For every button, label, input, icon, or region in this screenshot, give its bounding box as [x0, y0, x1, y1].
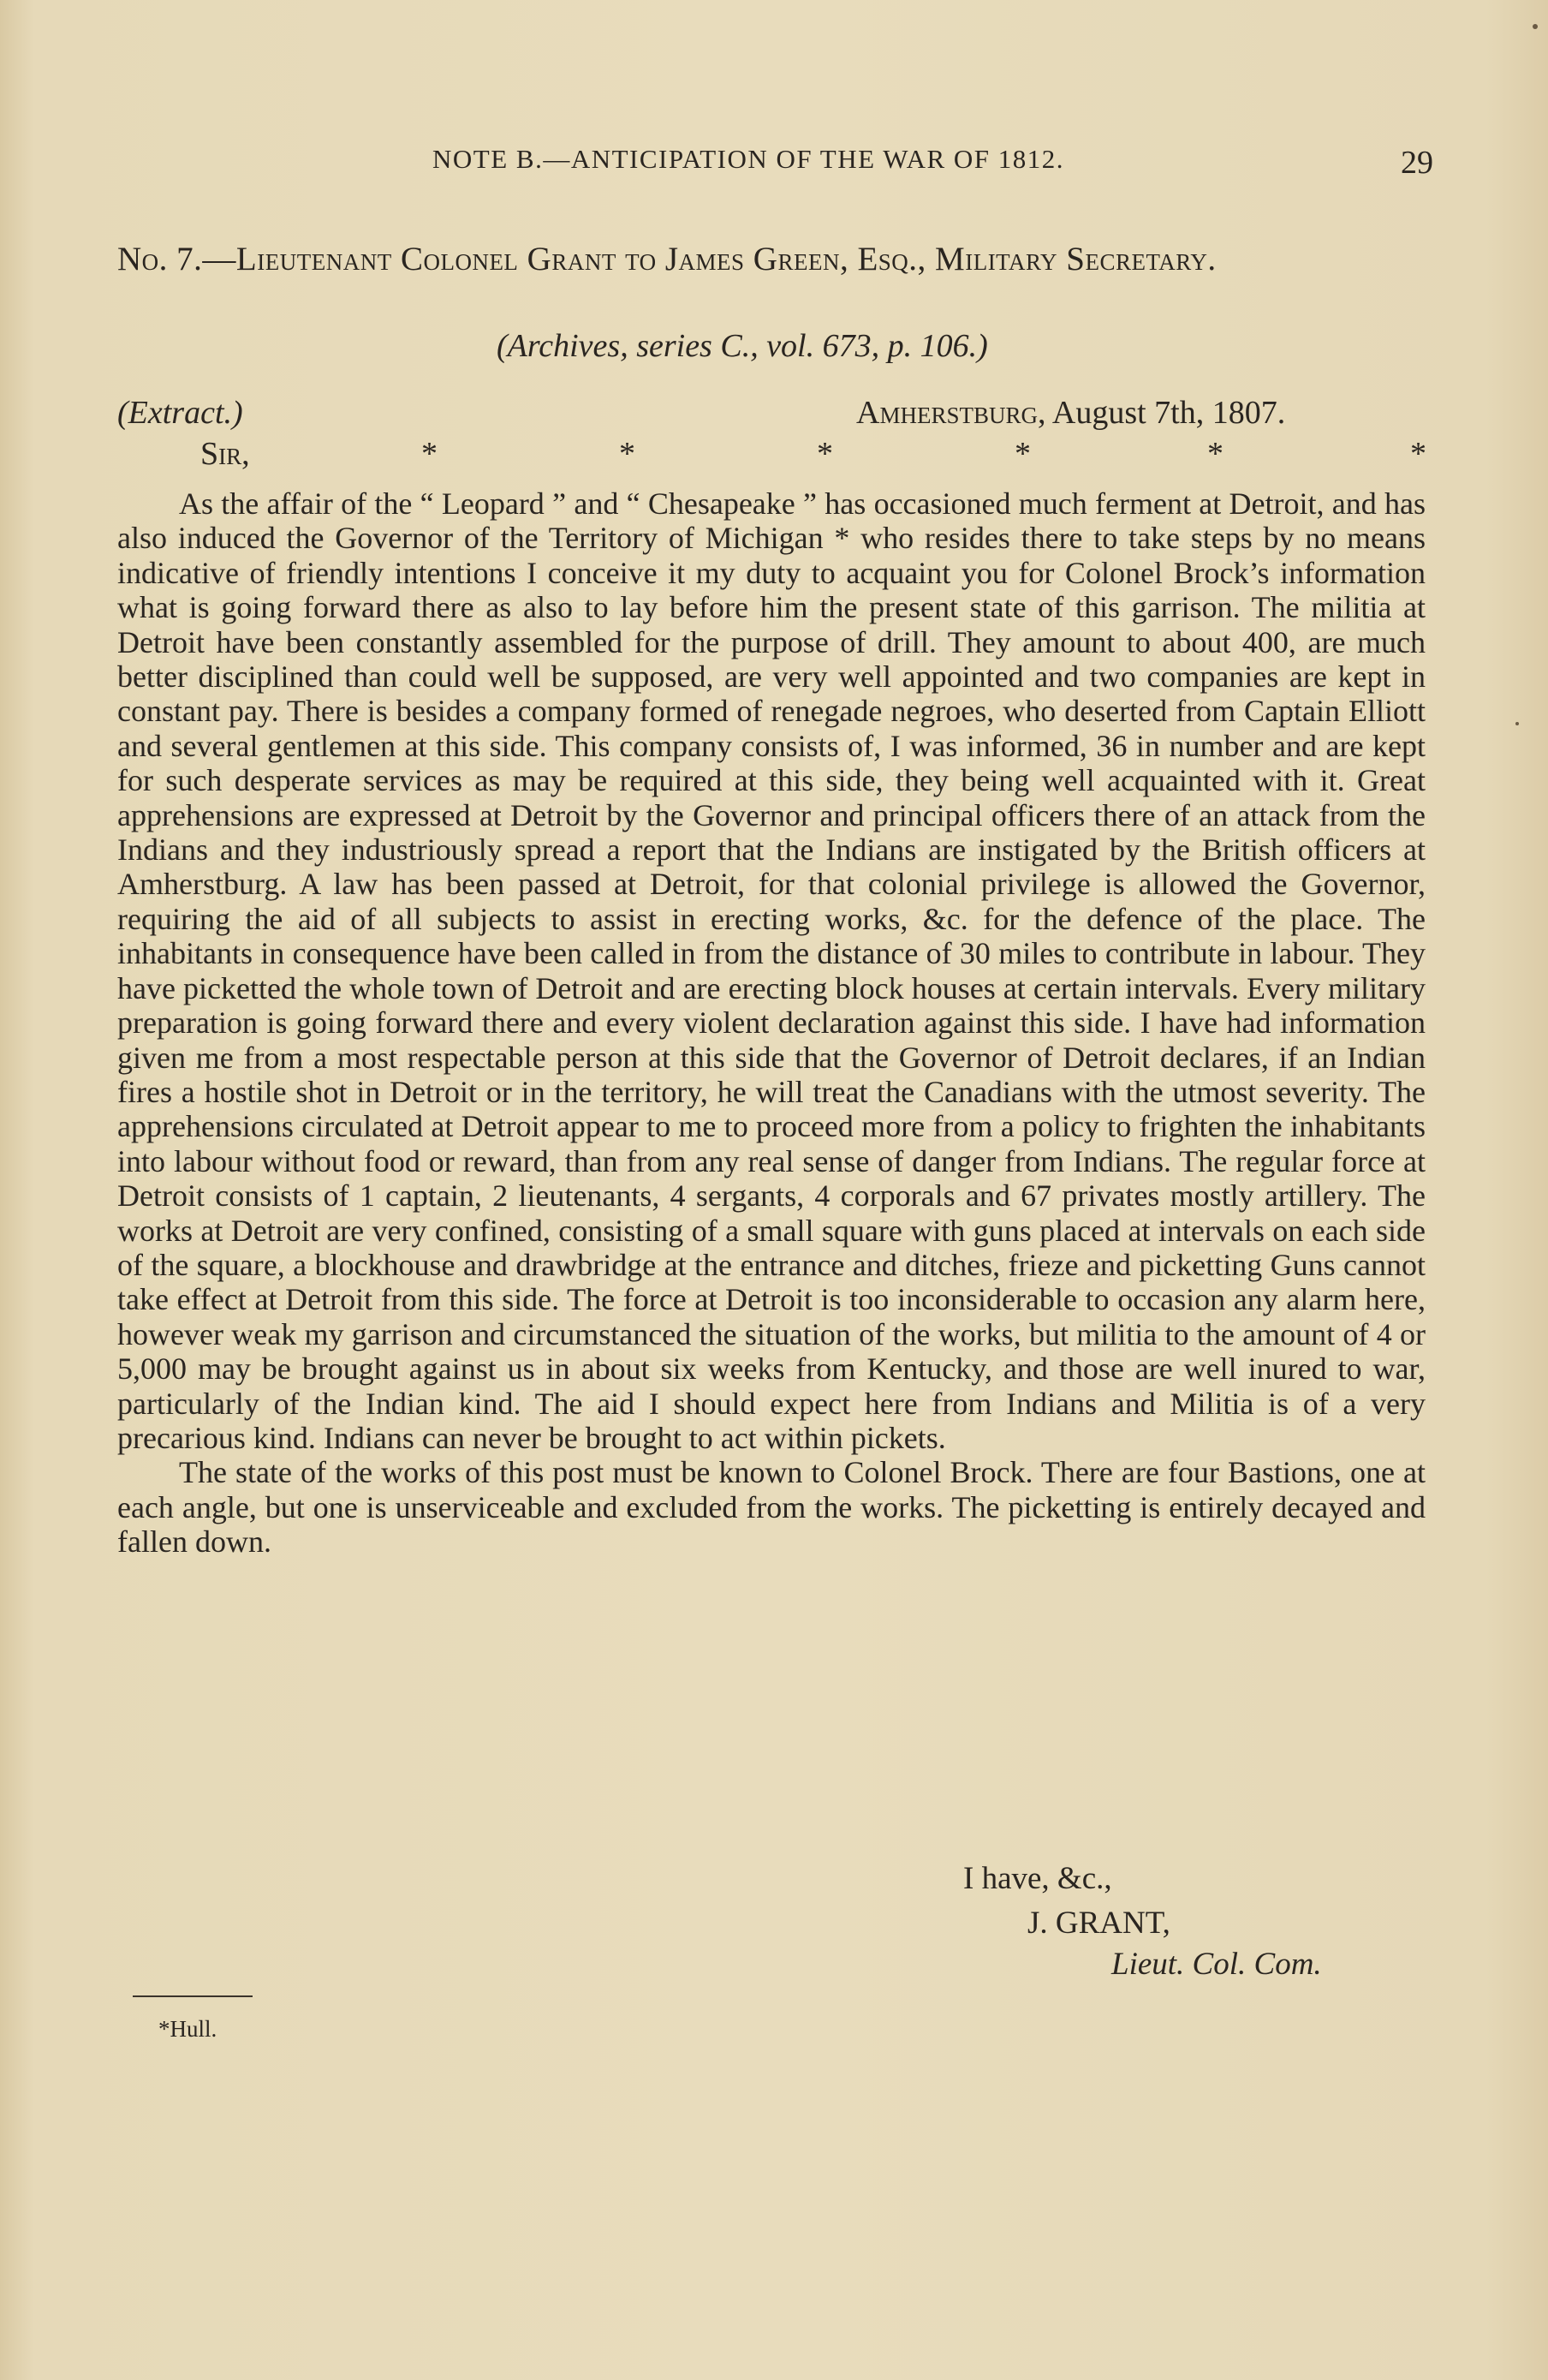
ellipsis-asterisk: * — [1015, 436, 1031, 472]
body-paragraph: The state of the works of this post must be known to Colonel Brock. There are four Bastions, one at each angle, but one is unserviceable and excluded from the works. The picketting is entirely decayed and fallen down. — [117, 1455, 1426, 1560]
salutation-line — [117, 435, 1427, 478]
dateline-date: August 7th, 1807. — [1051, 395, 1286, 431]
page-number: 29 — [1401, 145, 1433, 181]
letter-closing — [0, 1860, 1548, 1997]
signature-name: J. GRANT, — [1027, 1906, 1170, 1941]
running-head — [0, 144, 1548, 187]
ellipsis-asterisk: * — [817, 436, 833, 472]
salutation: Sir, — [200, 436, 250, 472]
body-paragraph: As the affair of the “ Leopard ” and “ Chesapeake ” has occasioned much ferment at Detroit, and has also induced the Governor of the Territory of Michigan * who resides there to take steps by no means indicative of friendly intentions I conceive it my duty to acquaint you for Colonel Brock’s information what is going forward there as also to lay before him the present state of this garrison. The militia at Detroit have been constantly assembled for the purpose of drill. They amount to about 400, are much better disciplined than could well be supposed, are very well appointed and two companies are kept in constant pay. There is besides a company formed of renegade negroes, who deserted from Captain Elliott and several gentlemen at this side. This company consists of, I was informed, 36 in number and are kept for such desperate services as may be required at this side, they being well acquainted with it. Great apprehensions are expressed at Detroit by the Governor and principal officers there of an attack from the Indians and they industriously spread a report that the Indians are instigated by the British officers at Amherstburg. A law has been passed at Detroit, for that colonial privilege is allowed the Governor, requiring the aid of all subjects to assist in erecting works, &c. for the defence of the place. The inhabitants in consequence have been called in from the distance of 30 miles to contribute in labour. They have picketted the whole town of Detroit and are erecting block houses at certain intervals. Every military preparation is going forward there and every violent declaration against this side. I have had information given me from a most respectable person at this side that the Governor of Detroit declares, if an Indian fires a hostile shot in Detroit or in the territory, he will treat the Canadians with the utmost severity. The apprehensions circulated at Detroit appear to me to proceed more from a policy to frighten the inhabitants into labour without food or reward, than from any real sense of danger from Indians. The regular force at Detroit consists of 1 captain, 2 lieutenants, 4 sergants, 4 corporals and 67 privates mostly artillery. The works at Detroit are very confined, consisting of a small square with guns placed at intervals on each side of the square, a blockhouse and drawbridge at the entrance and ditches, frieze and picketting Guns cannot take effect at Detroit from this side. The force at Detroit is too inconsiderable to occasion any alarm here, however weak my garrison and circumstanced the situation of the works, but militia to the amount of 4 or 5,000 may be brought against us in about six weeks from Kentucky, and those are well inured to war, particularly of the Indian kind. The aid I should expect here from Indians and Militia is of a very precarious kind. Indians can never be brought to act within pickets. — [117, 486, 1426, 1455]
paper-speck — [1533, 24, 1538, 29]
extract-label: (Extract.) — [117, 395, 243, 431]
dateline — [856, 394, 1285, 432]
ellipsis-asterisk: * — [619, 436, 635, 472]
closing-phrase: I have, &c., — [963, 1861, 1112, 1896]
footnote-divider — [133, 1995, 253, 1997]
ellipsis-asterisk: * — [1207, 436, 1224, 472]
paper-speck — [1515, 722, 1519, 725]
ellipsis-asterisk: * — [421, 436, 438, 472]
footnote: *Hull. — [158, 2016, 217, 2042]
letter-body — [117, 486, 1426, 1560]
signature-title: Lieut. Col. Com. — [1111, 1947, 1322, 1982]
ellipsis-asterisk: * — [1410, 436, 1426, 472]
source-reference: (Archives, series C., vol. 673, p. 106.) — [497, 328, 988, 364]
document-heading: No. 7.—Lieutenant Colonel Grant to James Green, Esq., Military Secretary. — [117, 241, 1217, 277]
dateline-place: Amherstburg, — [856, 395, 1046, 431]
running-title: NOTE B.—ANTICIPATION OF THE WAR OF 1812. — [432, 144, 1065, 174]
